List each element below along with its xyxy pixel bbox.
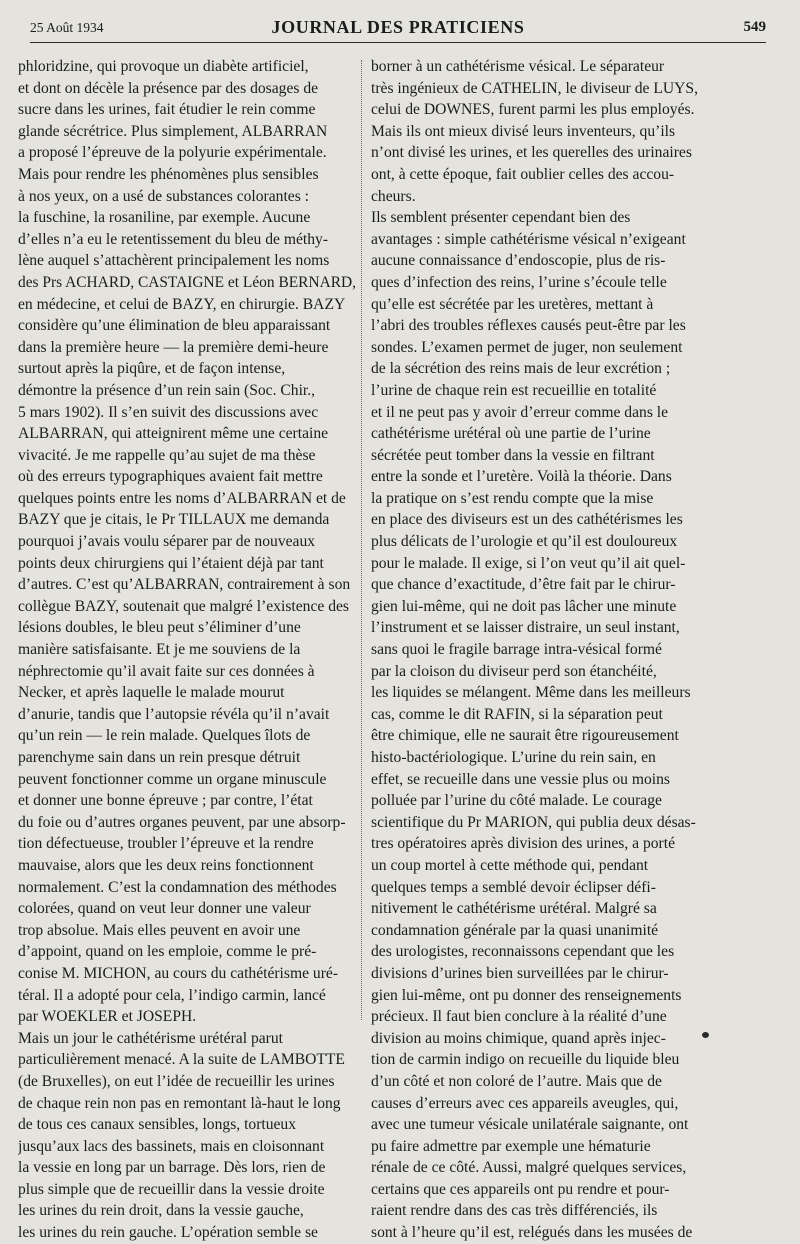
text-line: téral. Il a adopté pour cela, l’indigo carmin, lancé xyxy=(18,986,326,1004)
text-line: pu faire admettre par exemple une hématurie xyxy=(371,1137,651,1155)
text-line: certains que ces appareils ont pu rendre et pour- xyxy=(371,1180,670,1198)
page-number: 549 xyxy=(743,19,766,35)
text-line: particulièrement menacé. A la suite de LAMBOTTE xyxy=(18,1051,345,1069)
text-line: lène auquel s’attachèrent principalement les noms xyxy=(18,252,330,270)
text-line: sont à l’heure qu’il est, relégués dans les musées de xyxy=(371,1224,693,1242)
text-line: d’autres. C’est qu’ALBARRAN, contrairement à son xyxy=(18,576,351,594)
text-line: BAZY que je citais, le Pr TILLAUX me demanda xyxy=(18,511,330,529)
text-line: de la sécrétion des reins mais de leur excrétion ; xyxy=(371,360,671,378)
text-line: aucune connaissance d’endoscopie, plus de ris- xyxy=(371,252,666,270)
text-line: d’un côté et non coloré de l’autre. Mais que de xyxy=(371,1072,662,1090)
text-line: plus délicats de l’urologie et qu’il est douloureux xyxy=(371,533,678,551)
text-line: avec une tumeur vésicale unilatérale saignante, ont xyxy=(371,1116,689,1134)
text-line: manière satisfaisante. Et je me souviens de la xyxy=(18,641,301,659)
text-line: gien lui-même, ont pu donner des renseignements xyxy=(371,986,682,1004)
text-line: points deux chirurgiens qui l’étaient déjà par tant xyxy=(18,554,324,572)
text-line: causes d’erreurs avec ces appareils aveugles, qui, xyxy=(371,1094,679,1112)
text-line: collègue BAZY, soutenait que malgré l’existence des xyxy=(18,597,349,615)
issue-date: 25 Août 1934 xyxy=(30,20,104,35)
text-line: normalement. C’est la condamnation des méthodes xyxy=(18,878,337,896)
text-line: jusqu’aux lacs des bassinets, mais en cloisonnant xyxy=(18,1137,325,1155)
text-line: l’urine de chaque rein est recueillie en totalité xyxy=(371,381,657,399)
text-line: effet, se recueille dans une vessie plus ou moins xyxy=(371,770,670,788)
text-line: cathétérisme urétéral où une partie de l’urine xyxy=(371,425,651,443)
journal-title: JOURNAL DES PRATICIENS xyxy=(271,17,525,37)
text-line: phloridzine, qui provoque un diabète artificiel, xyxy=(18,58,309,75)
text-line: la vessie en long par un barrage. Dès lors, rien de xyxy=(18,1159,326,1177)
text-line: rénale de ce côté. Aussi, malgré quelques services, xyxy=(371,1159,687,1177)
text-line: colorées, quand on veut leur donner une valeur xyxy=(18,900,311,918)
text-line: divisions d’urines bien surveillées par le chirur- xyxy=(371,964,669,982)
page-header xyxy=(30,16,766,43)
text-line: cas, comme le dit RAFIN, si la séparation peut xyxy=(371,705,663,723)
text-line: du foie ou d’autres organes peuvent, par une absorp- xyxy=(18,813,346,831)
text-line: sucre dans les urines, fait étudier le rein comme xyxy=(18,101,316,119)
text-line: les urines du rein gauche. L’opération semble se xyxy=(18,1224,318,1242)
text-line: surtout après la piqûre, et de façon intense, xyxy=(18,360,286,378)
text-line: à nos yeux, on a usé de substances colorantes : xyxy=(18,187,310,205)
page-mark-dot xyxy=(702,1032,709,1038)
text-line: sécrétée peut tomber dans la vessie en filtrant xyxy=(371,446,655,464)
text-line: dans la première heure — la première demi-heure xyxy=(18,338,329,356)
text-line: lésions doubles, le bleu peut s’éliminer d’une xyxy=(18,619,301,637)
text-line: et dont on décèle la présence par des dosages de xyxy=(18,79,319,97)
text-line: histo-bactériologique. L’urine du rein sain, en xyxy=(371,749,656,766)
text-line: très ingénieux de CATHELIN, le diviseur de LUYS, xyxy=(371,79,698,97)
text-line: sondes. L’examen permet de juger, non seulement xyxy=(371,338,683,356)
text-line: glande sécrétrice. Plus simplement, ALBARRAN xyxy=(18,122,328,140)
text-line: un coup mortel à cette méthode qui, pendant xyxy=(371,856,649,874)
text-line: polluée par l’urine du côté malade. Le courage xyxy=(371,792,662,810)
text-line: en médecine, et celui de BAZY, en chirurgie. BAZY xyxy=(18,295,346,313)
text-line: d’anurie, tandis que l’autopsie révéla qu’il n’avait xyxy=(18,705,330,723)
text-line: par la cloison du diviseur perd son étanchéité, xyxy=(371,662,657,680)
text-line: ques d’infection des reins, l’urine s’écoule telle xyxy=(371,273,667,291)
text-line: mauvaise, alors que les deux reins fonctionnent xyxy=(18,856,314,874)
text-line: où des erreurs typographiques avaient fait mettre xyxy=(18,468,323,486)
text-line: l’instrument et se laisser distraire, un seul instant, xyxy=(371,619,680,637)
text-line: quelques points entre les noms d’ALBARRAN et de xyxy=(18,489,346,507)
text-line: gien lui-même, qui ne doit pas lâcher une minute xyxy=(371,597,677,615)
text-line: la fuschine, la rosaniline, par exemple. Aucune xyxy=(18,209,311,227)
text-line: division au moins chimique, quand après injec- xyxy=(371,1029,666,1047)
text-line: tion de carmin indigo on recueille du liquide bleu xyxy=(371,1051,680,1069)
text-line: les liquides se mélangent. Même dans les meilleurs xyxy=(371,684,691,702)
text-line: Mais pour rendre les phénomènes plus sensibles xyxy=(18,165,319,183)
text-line: parenchyme sain dans un rein presque détruit xyxy=(18,749,301,766)
text-line: Mais un jour le cathétérisme urétéral parut xyxy=(18,1029,283,1047)
left-column xyxy=(18,56,356,1244)
text-line: de tous ces canaux sensibles, longs, tortueux xyxy=(18,1116,297,1134)
text-line: néphrectomie qu’il avait faite sur ces données à xyxy=(18,662,315,680)
text-line: sans quoi le fragile barrage intra-vésical formé xyxy=(371,641,662,659)
text-line: tres opératoires après division des urines, a porté xyxy=(371,835,675,853)
text-line: et il ne peut pas y avoir d’erreur comme dans le xyxy=(371,403,669,421)
column-divider xyxy=(361,60,362,1020)
text-line: et donner une bonne épreuve ; par contre, l’état xyxy=(18,792,313,810)
text-line: précieux. Il faut bien conclure à la réalité d’une xyxy=(371,1008,667,1026)
text-line: avantages : simple cathétérisme vésical n’exigeant xyxy=(371,230,686,248)
text-line: pourquoi j’avais voulu séparer par de nouveaux xyxy=(18,533,316,551)
text-line: considère qu’une élimination de bleu apparaissant xyxy=(18,317,331,335)
text-line: borner à un cathétérisme vésical. Le séparateur xyxy=(371,58,665,75)
text-line: trop absolue. Mais elles peuvent en avoir une xyxy=(18,921,301,939)
text-line: qu’elle est sécrétée par les uretères, mettant à xyxy=(371,295,654,313)
text-line: n’ont divisé les urines, et les querelles des urinaires xyxy=(371,144,692,162)
text-line: entre la sonde et l’uretère. Voilà la théorie. Dans xyxy=(371,468,672,486)
text-line: en place des diviseurs est un des cathétérismes les xyxy=(371,511,683,529)
text-line: raient rendre dans des cas très différenciés, ils xyxy=(371,1202,658,1220)
text-line: peuvent fonctionner comme un organe minuscule xyxy=(18,770,327,788)
right-column xyxy=(371,56,729,1244)
text-line: nitivement le cathétérisme urétéral. Malgré sa xyxy=(371,900,657,918)
text-line: quelques temps a semblé devoir éclipser défi- xyxy=(371,878,656,896)
text-line: de chaque rein non pas en remontant là-haut le long xyxy=(18,1094,341,1112)
text-line: ont, à cette époque, fait oublier celles des accou- xyxy=(371,165,675,183)
text-line: ALBARRAN, qui atteignirent même une certaine xyxy=(18,425,329,443)
text-line: Mais ils ont mieux divisé leurs inventeurs, qu’ils xyxy=(371,122,676,140)
text-line: cheurs. xyxy=(371,187,416,205)
text-line: être chimique, elle ne saurait être rigoureusement xyxy=(371,727,679,745)
text-line: tion défectueuse, troubler l’épreuve et la rendre xyxy=(18,835,314,853)
text-line: scientifique du Pr MARION, qui publia deux désas- xyxy=(371,813,696,831)
text-line: 5 mars 1902). Il s’en suivit des discussions avec xyxy=(18,403,319,421)
text-line: celui de DOWNES, furent parmi les plus employés. xyxy=(371,101,695,119)
text-line: vivacité. Je me rappelle qu’au sujet de ma thèse xyxy=(18,446,316,464)
text-line: (de Bruxelles), on eut l’idée de recueillir les urines xyxy=(18,1072,335,1090)
text-line: des urologistes, reconnaissons cependant que les xyxy=(371,943,675,961)
text-line: démontre la présence d’un rein sain (Soc. Chir., xyxy=(18,381,316,399)
text-line: Necker, et après laquelle le malade mourut xyxy=(18,684,285,702)
text-line: les urines du rein droit, dans la vessie gauche, xyxy=(18,1202,304,1220)
text-line: que chance d’exactitude, d’être fait par le chirur- xyxy=(371,576,676,594)
text-line: a proposé l’épreuve de la polyurie expérimentale. xyxy=(18,144,327,162)
text-line: qu’un rein — le rein malade. Quelques îlots de xyxy=(18,727,311,745)
text-line: d’appoint, quand on les emploie, comme le pré- xyxy=(18,943,317,961)
text-line: des Prs ACHARD, CASTAIGNE et Léon BERNARD, xyxy=(18,273,356,291)
text-line: condamnation générale par la quasi unanimité xyxy=(371,921,659,939)
text-line: l’abri des troubles réflexes causés peut-être par les xyxy=(371,317,686,335)
text-line: Ils semblent présenter cependant bien des xyxy=(371,209,631,227)
text-line: pour le malade. Il exige, si l’on veut qu’il ait quel- xyxy=(371,554,686,572)
text-line: d’elles n’a eu le retentissement du bleu de méthy- xyxy=(18,230,329,248)
text-line: par WOEKLER et JOSEPH. xyxy=(18,1008,197,1026)
text-line: plus simple que de recueillir dans la vessie droite xyxy=(18,1180,325,1198)
text-line: la pratique on s’est rendu compte que la mise xyxy=(371,489,654,507)
text-line: conise M. MICHON, au cours du cathétérisme uré- xyxy=(18,964,339,982)
